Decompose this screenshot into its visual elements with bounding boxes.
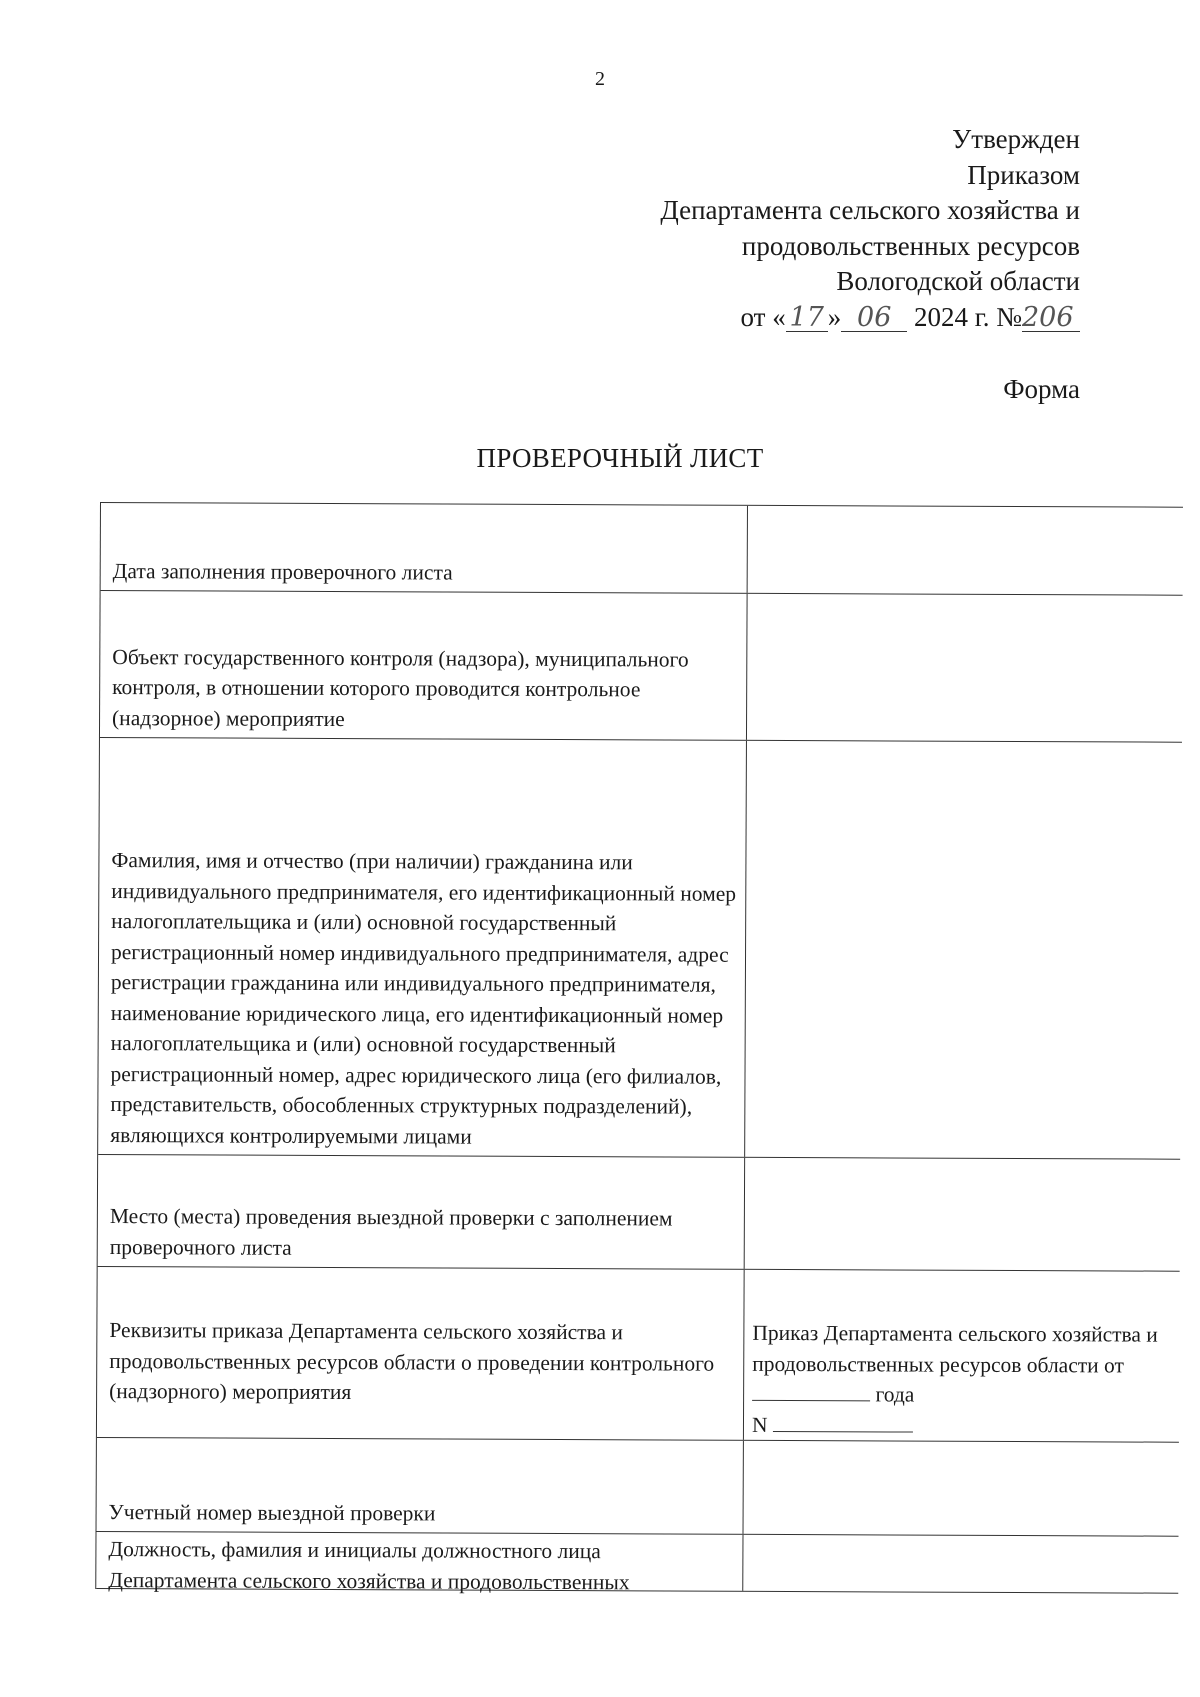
row-value — [748, 506, 1183, 595]
page-number: 2 — [595, 68, 605, 90]
form-label: Форма — [1003, 374, 1080, 404]
row-label — [96, 1532, 743, 1594]
row-value — [743, 1535, 1178, 1593]
row-label — [101, 503, 748, 593]
row-value — [745, 1158, 1180, 1271]
approval-date-mid: » — [827, 301, 842, 332]
approval-order-number: 206 — [1022, 305, 1080, 332]
approval-date-prefix: от « — [740, 301, 786, 332]
document-title: ПРОВЕРОЧНЫЙ ЛИСТ — [476, 443, 764, 473]
table-row — [97, 1438, 1179, 1537]
row-label-text: Дата заполнения проверочного листа — [112, 558, 453, 585]
order-number-label: N — [751, 1412, 768, 1437]
approval-block — [660, 122, 1080, 335]
order-text-part2: года — [875, 1382, 915, 1407]
checklist-table — [95, 502, 1183, 1594]
row-label-text: Фамилия, имя и отчество (при наличии) гражданина или индивидуального предпринимателя, его идентификационный номер налогоплательщика и (или) основной государственный регистрационный номер индивидуального предпринимателя, адрес регистрации гражданина или индивидуального предпринимателя, наименование юридического лица, его идентификационный номер налогоплательщика и (или) основной государственный регистрационный номер, адрес юридического лица (его филиалов, представительств, обособленных структурных подразделений), являющихся контролируемыми лицами — [110, 848, 737, 1149]
row-label-text: Учетный номер выездной проверки — [108, 1499, 436, 1525]
row-value — [744, 1441, 1179, 1536]
order-text — [752, 1318, 1169, 1411]
row-label — [98, 1155, 745, 1269]
row-value — [747, 594, 1183, 742]
row-value-order — [744, 1270, 1180, 1442]
order-text-part1: Приказ Департамента сельского хозяйства и продовольственных ресурсов области от — [752, 1320, 1158, 1377]
table-row — [98, 1155, 1180, 1272]
row-value — [745, 741, 1182, 1159]
table-row — [98, 738, 1182, 1160]
table-row — [96, 1532, 1178, 1594]
table-row — [97, 1267, 1180, 1443]
approval-date-year: 2024 г. № — [913, 301, 1022, 332]
row-label-text: Место (места) проведения выездной проверки с заполнением проверочного листа — [109, 1204, 673, 1260]
approval-date-line — [660, 300, 1080, 336]
approval-line-5: Вологодской области — [836, 266, 1080, 296]
approval-line-2: Приказом — [967, 159, 1080, 190]
order-date-blank[interactable] — [752, 1400, 870, 1402]
approval-line-4: продовольственных ресурсов — [741, 230, 1080, 261]
order-number-line — [752, 1409, 1169, 1441]
row-label — [100, 591, 748, 740]
approval-line-3: Департамента сельского хозяйства и — [660, 195, 1080, 225]
table-row — [101, 503, 1183, 596]
row-label — [98, 738, 747, 1157]
row-label-text: Объект государственного контроля (надзора), муниципального контроля, в отношении которого проводится контрольное (надзорное) мероприятие — [112, 644, 689, 731]
row-label — [97, 1267, 745, 1440]
approval-line-1: Утвержден — [952, 124, 1080, 154]
order-number-blank[interactable] — [773, 1430, 913, 1432]
row-label-text: Должность, фамилия и инициалы должностного лица Департамента сельского хозяйства и продовольственных — [108, 1537, 630, 1594]
row-label-text: Реквизиты приказа Департамента сельского хозяйства и продовольственных ресурсов области о проведении контрольного (надзорного) мероприятия — [109, 1318, 715, 1405]
row-label — [97, 1438, 744, 1534]
approval-date-month: 06 — [841, 305, 907, 332]
table-row — [100, 591, 1183, 743]
approval-date-day: 17 — [786, 305, 828, 332]
